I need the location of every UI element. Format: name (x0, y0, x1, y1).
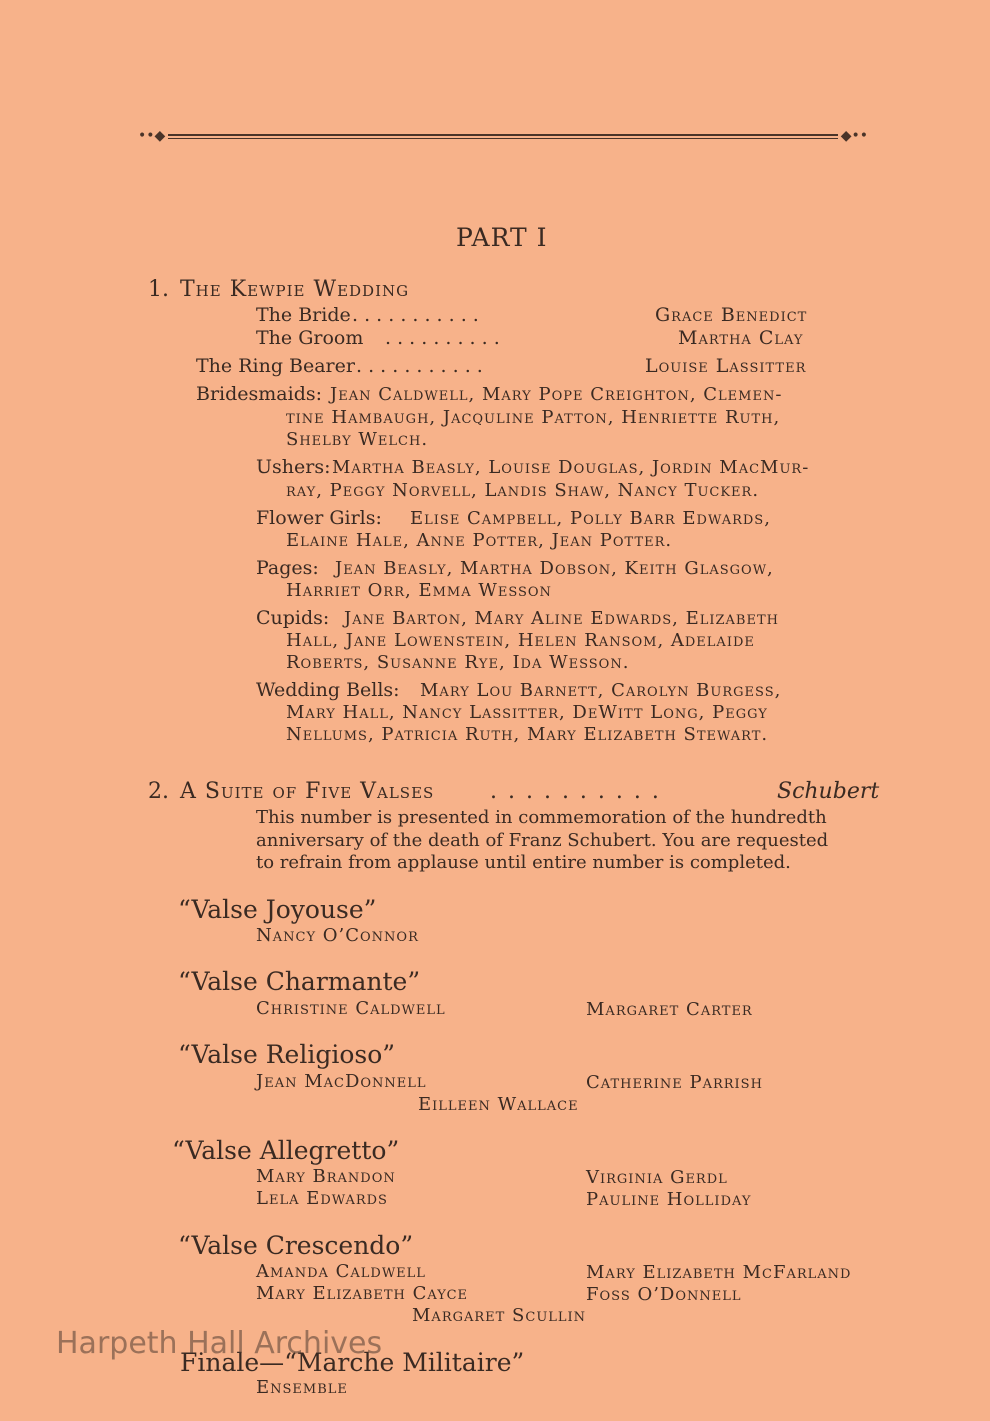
groom-label: The Groom (256, 327, 364, 349)
ring-bearer-name: Louise Lassitter (645, 355, 807, 377)
bridesmaids-names: Shelby Welch. (286, 429, 429, 450)
finale-title: Finale—“Marche Militaire” (180, 1348, 525, 1377)
bridesmaids-label: Bridesmaids: (196, 383, 323, 405)
ring-bearer-label: The Ring Bearer (196, 355, 355, 377)
section-2-title: A Suite of Five Valses (180, 779, 435, 804)
bride-name: Grace Benedict (655, 304, 808, 326)
ornament-left-icon: ••◆ (138, 128, 166, 144)
flower-girls-label: Flower Girls: (256, 507, 382, 529)
cupids-names: Hall, Jane Lowenstein, Helen Ransom, Adelaide (286, 630, 755, 651)
finale-performer: Ensemble (256, 1377, 348, 1398)
valse-performer: Christine Caldwell (256, 998, 446, 1019)
composer-name: Schubert (777, 779, 880, 804)
valse-performer: Catherine Parrish (586, 1072, 763, 1093)
valse-performer: Jean MacDonnell (256, 1071, 427, 1092)
wedding-bells-names: Nellums, Patricia Ruth, Mary Elizabeth Stewart. (286, 724, 769, 745)
pages-label: Pages: (256, 557, 319, 579)
wedding-bells-label: Wedding Bells: (256, 679, 400, 701)
valse-performer: Pauline Holliday (586, 1189, 752, 1210)
archive-watermark: Harpeth Hall Archives (56, 1326, 383, 1361)
groom-leader-dots: . . . . . . . . . . (385, 327, 500, 349)
ornament-right-icon: ◆•• (840, 128, 868, 144)
section-2-leader-dots: . . . . . . . . . . (490, 779, 661, 804)
suite-note-line: anniversary of the death of Franz Schubert. You are requested (256, 830, 829, 851)
valse-performer: Amanda Caldwell (256, 1261, 426, 1282)
section-1-number: 1. (148, 277, 169, 302)
pages-names: Harriet Orr, Emma Wesson (286, 580, 552, 601)
valse-performer: Virginia Gerdl (586, 1167, 728, 1188)
flower-girls-names: Elise Campbell, Polly Barr Edwards, (410, 508, 771, 529)
valse-performer: Lela Edwards (256, 1188, 388, 1209)
bridesmaids-names: Jean Caldwell, Mary Pope Creighton, Clemen- (330, 384, 783, 405)
valse-performer: Foss O’Donnell (586, 1284, 742, 1305)
valse-charmante-title: “Valse Charmante” (178, 967, 421, 996)
valse-performer: Nancy O’Connor (256, 925, 419, 946)
valse-performer: Eilleen Wallace (418, 1094, 579, 1115)
suite-note-line: to refrain from applause until entire number is completed. (256, 852, 791, 873)
valse-allegretto-title: “Valse Allegretto” (172, 1136, 400, 1165)
bride-leader-dots: . . . . . . . . . . . (352, 304, 479, 326)
top-ornament-rule (138, 130, 868, 144)
section-2-number: 2. (148, 779, 169, 804)
suite-note-line: This number is presented in commemoration of the hundredth (256, 807, 827, 828)
cupids-names: Jane Barton, Mary Aline Edwards, Elizabeth (344, 608, 779, 629)
valse-performer: Margaret Scullin (412, 1305, 587, 1326)
ushers-names: ray, Peggy Norvell, Landis Shaw, Nancy Tucker. (286, 480, 760, 501)
wedding-bells-names: Mary Hall, Nancy Lassitter, DeWitt Long, Peggy (286, 702, 768, 723)
valse-performer: Mary Elizabeth McFarland (586, 1262, 852, 1283)
ushers-names: Martha Beasly, Louise Douglas, Jordin MacMur- (332, 457, 810, 478)
valse-performer: Mary Elizabeth Cayce (256, 1283, 469, 1304)
valse-performer: Mary Brandon (256, 1166, 396, 1187)
bride-label: The Bride (256, 304, 351, 326)
wedding-bells-names: Mary Lou Barnett, Carolyn Burgess, (420, 680, 782, 701)
ornament-rule-line-thin (168, 138, 838, 139)
cupids-label: Cupids: (256, 607, 330, 629)
ushers-label: Ushers: (256, 456, 331, 478)
valse-religioso-title: “Valse Religioso” (178, 1040, 396, 1069)
pages-names: Jean Beasly, Martha Dobson, Keith Glasgow, (335, 558, 774, 579)
valse-performer: Margaret Carter (586, 999, 753, 1020)
part-title: PART I (456, 223, 548, 252)
section-1-title: The Kewpie Wedding (180, 277, 410, 302)
cupids-names: Roberts, Susanne Rye, Ida Wesson. (286, 652, 630, 673)
flower-girls-names: Elaine Hale, Anne Potter, Jean Potter. (286, 530, 673, 551)
groom-name: Martha Clay (678, 327, 804, 349)
valse-joyouse-title: “Valse Joyouse” (178, 895, 377, 924)
ornament-rule-line (168, 134, 838, 136)
ring-bearer-leader-dots: . . . . . . . . . . . (356, 355, 483, 377)
valse-crescendo-title: “Valse Crescendo” (178, 1231, 414, 1260)
bridesmaids-names: tine Hambaugh, Jacquline Patton, Henriette Ruth, (286, 407, 781, 428)
